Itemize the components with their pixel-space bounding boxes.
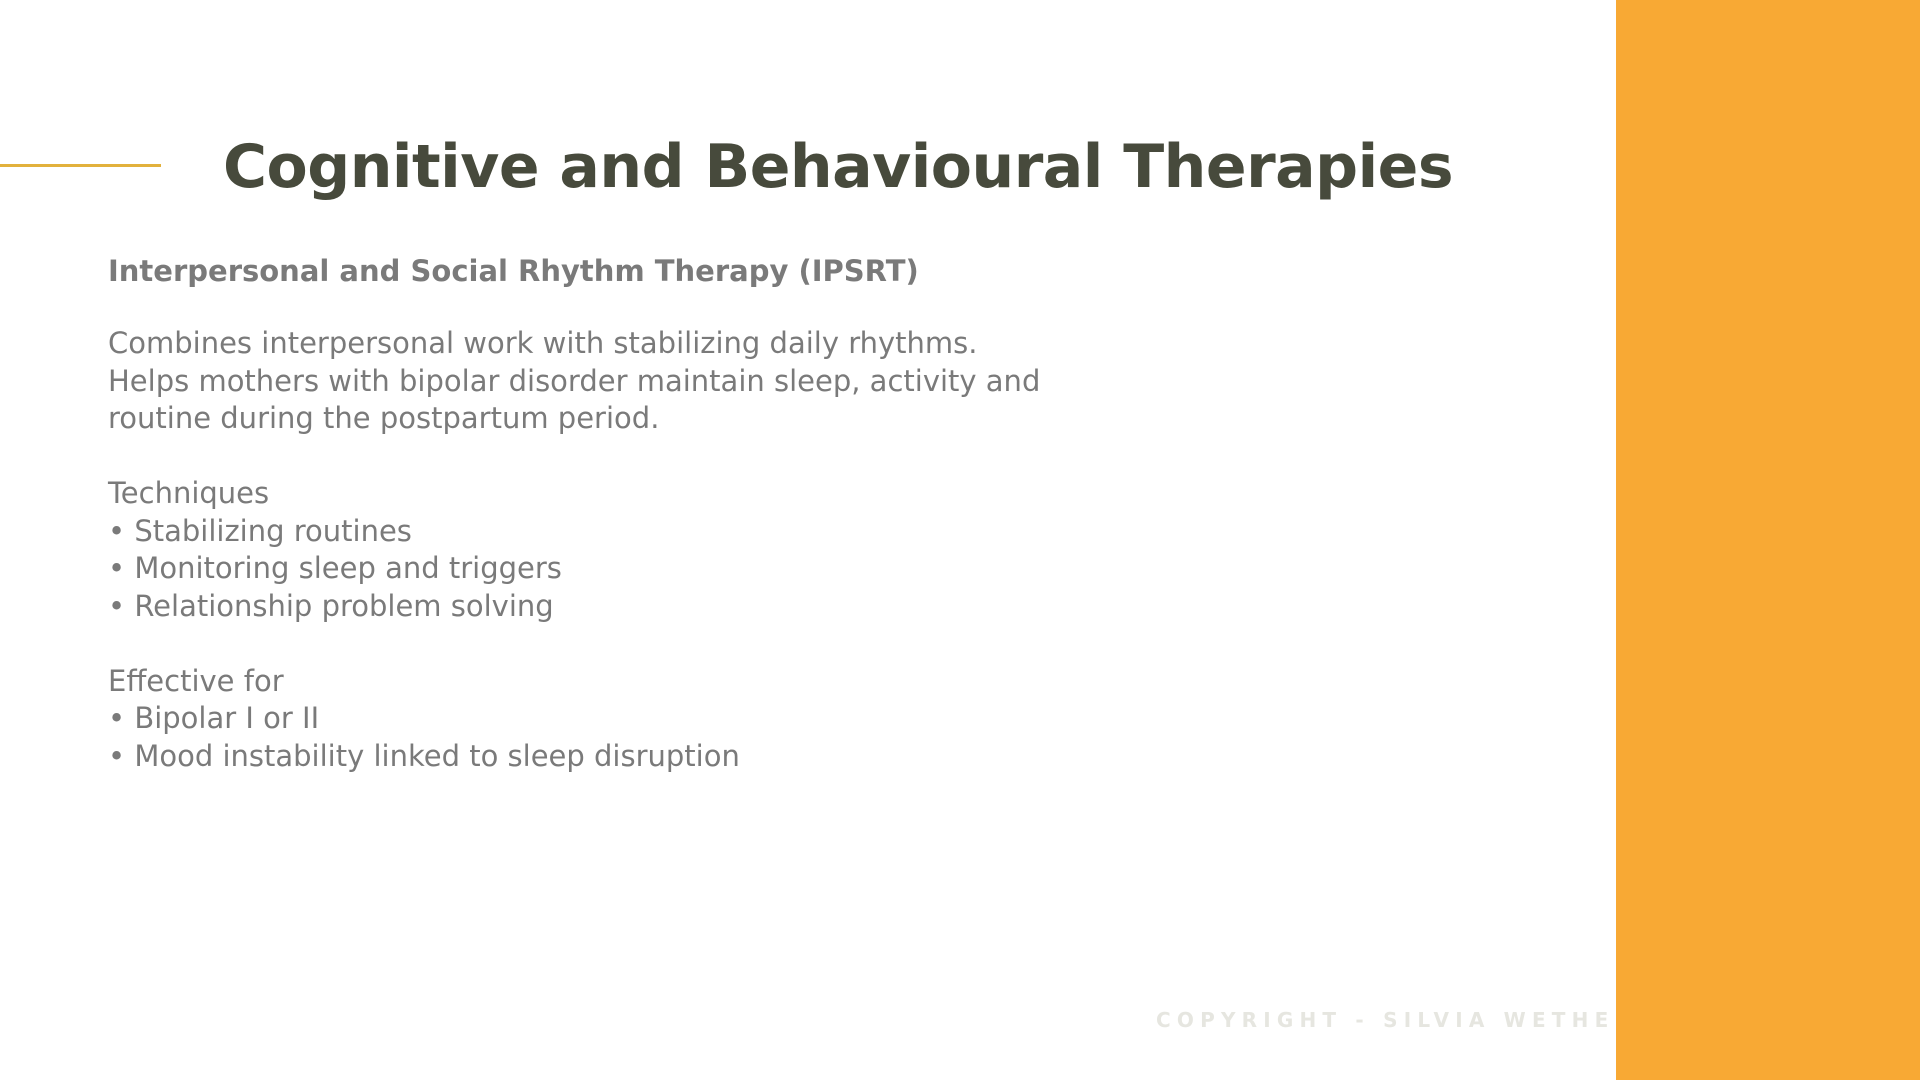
copyright-watermark: COPYRIGHT - SILVIA WETHE xyxy=(1156,1008,1615,1032)
title-accent-line xyxy=(0,164,161,167)
therapy-subtitle: Interpersonal and Social Rhythm Therapy (IPSRT) xyxy=(108,254,919,288)
slide-content xyxy=(108,250,1158,775)
technique-item: • Relationship problem solving xyxy=(108,588,554,623)
effective-for-heading: Effective for xyxy=(108,663,284,698)
therapy-description xyxy=(108,325,1158,438)
accent-panel xyxy=(1616,0,1920,1080)
technique-item: • Monitoring sleep and triggers xyxy=(108,551,562,585)
effective-for-section xyxy=(108,663,1158,776)
technique-item: • Stabilizing routines xyxy=(108,513,412,548)
slide-title: Cognitive and Behavioural Therapies xyxy=(223,132,1454,202)
techniques-section xyxy=(108,475,1158,625)
techniques-heading: Techniques xyxy=(108,476,270,510)
description-line: Helps mothers with bipolar disorder maintain sleep, activity and xyxy=(108,363,1041,398)
description-line: Combines interpersonal work with stabilizing daily rhythms. xyxy=(108,326,978,360)
effective-for-item: • Bipolar I or II xyxy=(108,701,320,735)
effective-for-item: • Mood instability linked to sleep disruption xyxy=(108,738,740,773)
description-line: routine during the postpartum period. xyxy=(108,401,660,435)
